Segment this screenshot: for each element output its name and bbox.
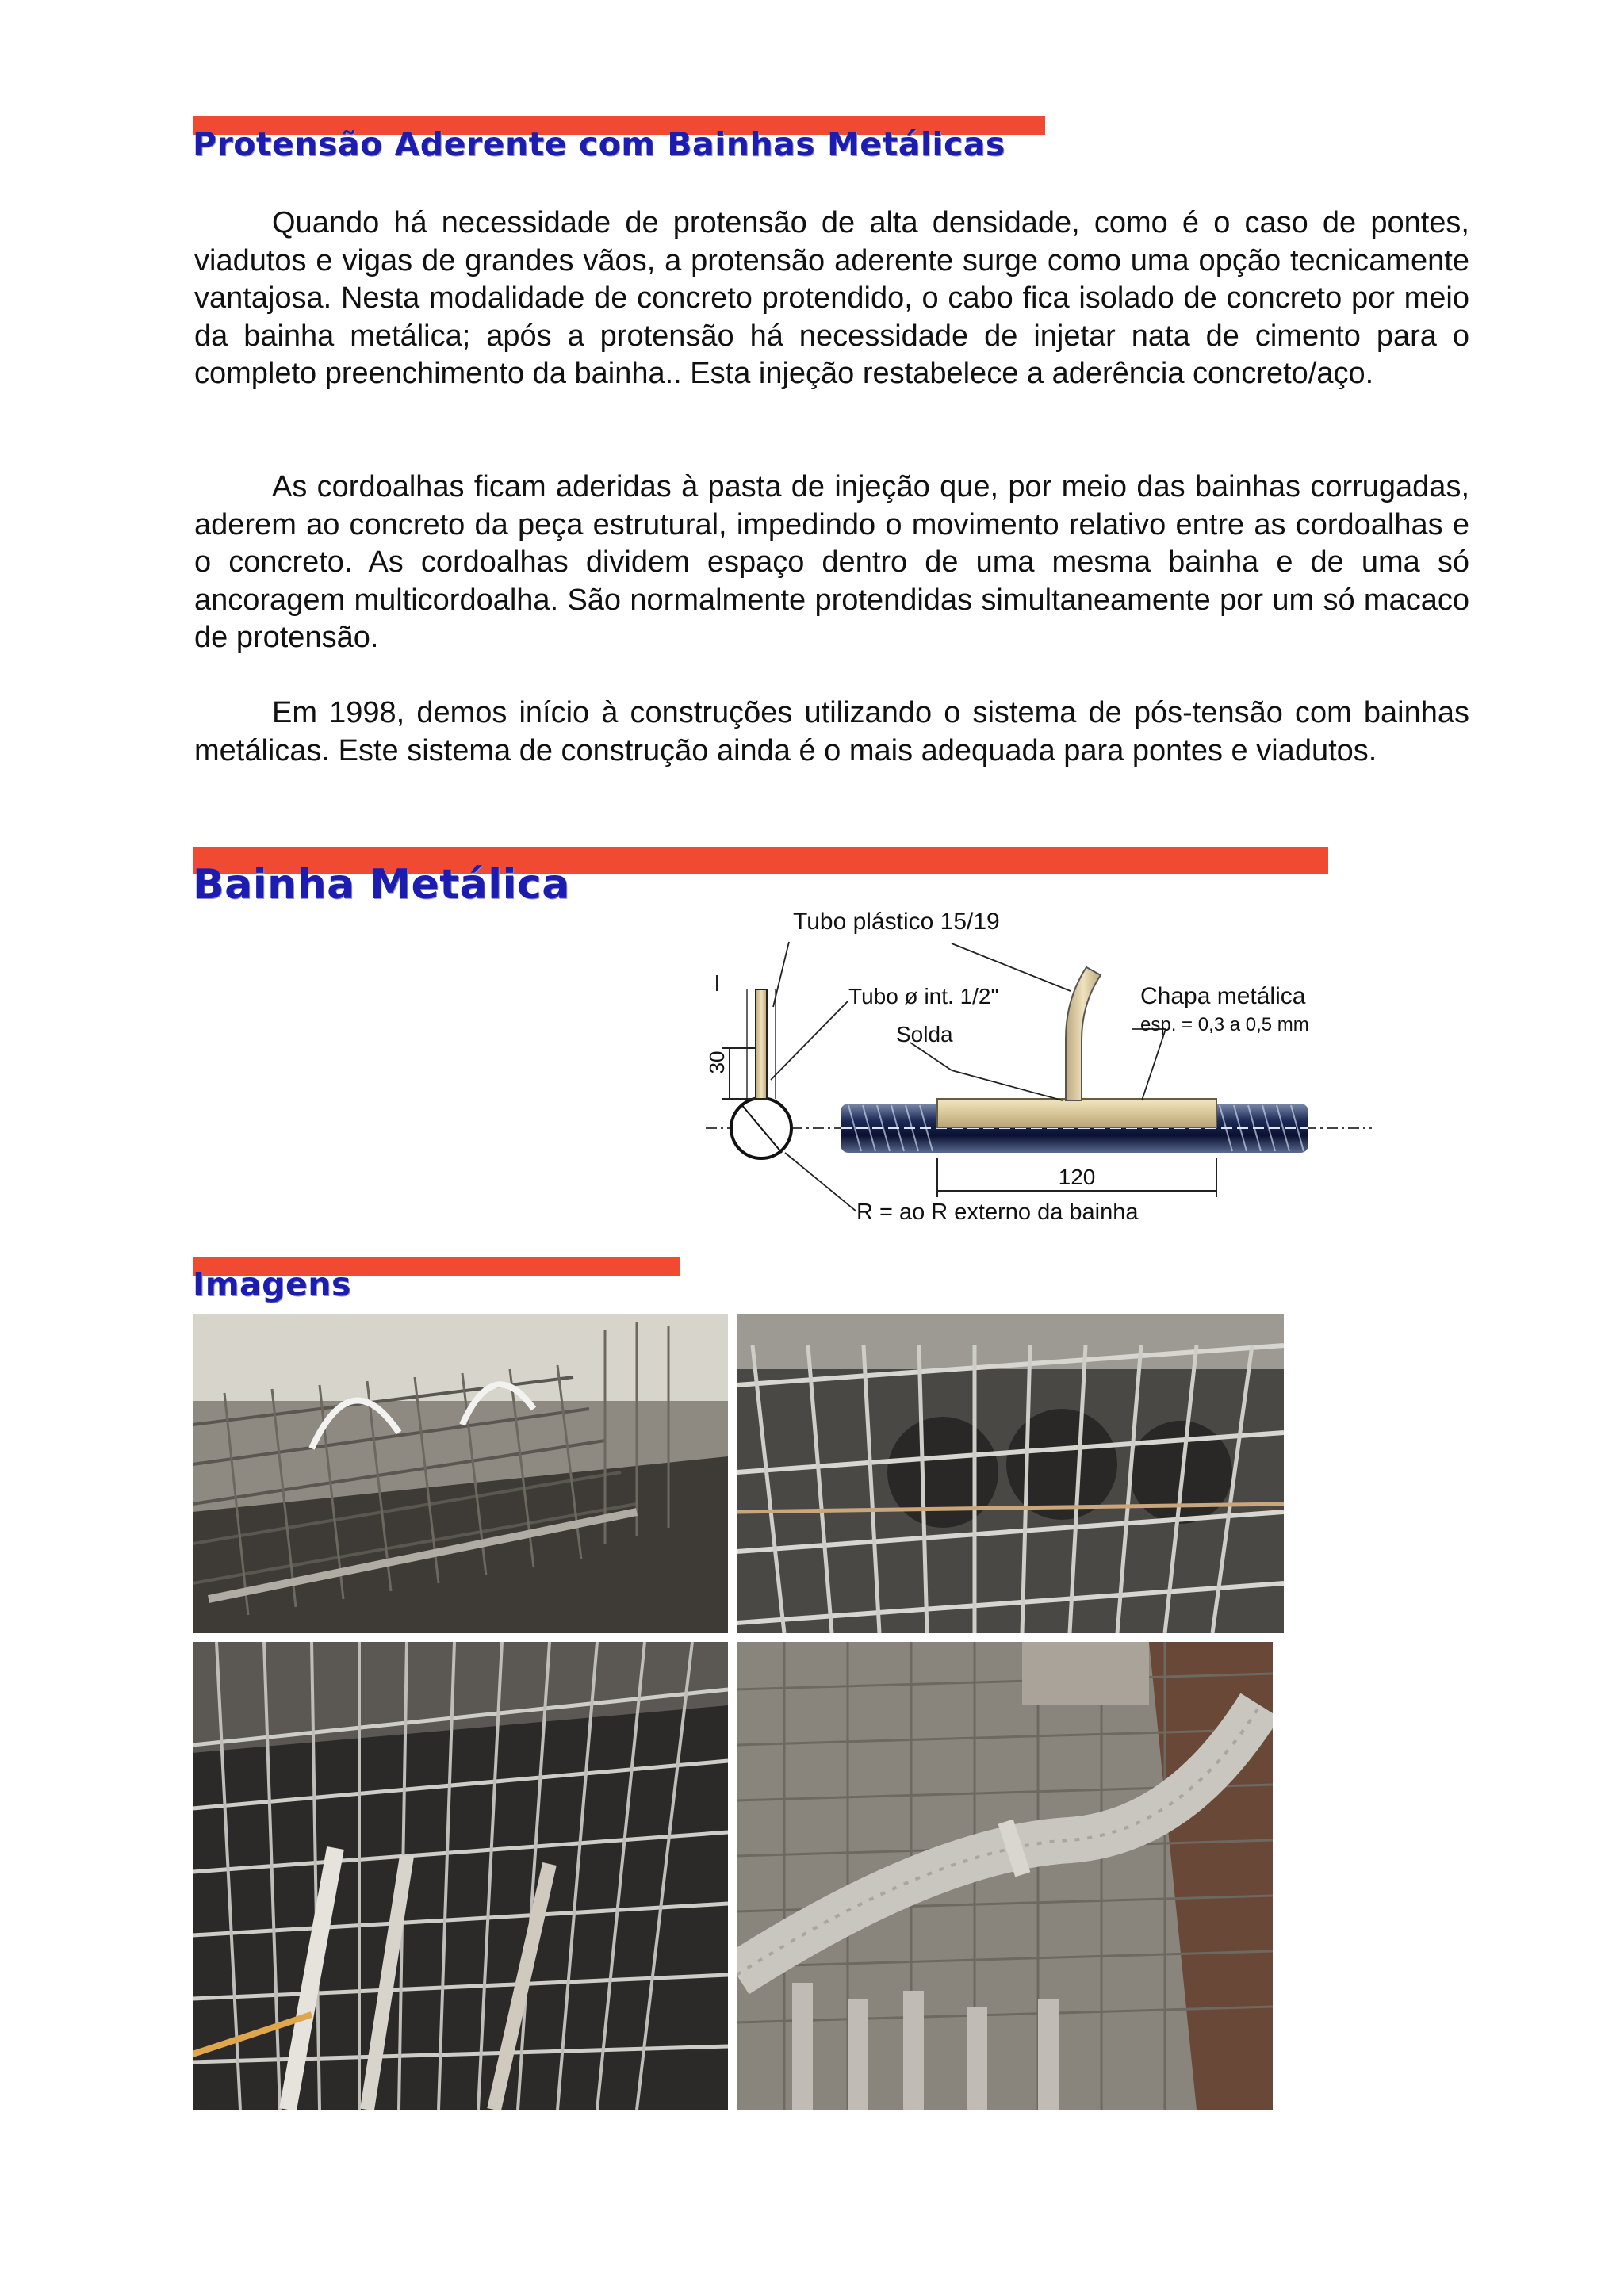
vent-tube [1066,967,1101,1100]
photo-rebar-cage-tubes [193,1314,728,1633]
paragraph-1: Quando há necessidade de protensão de alta densidade, como é o caso de pontes, viadutos e vigas de grandes vãos, a protensão aderente surge como uma opção tecnicamente vantajosa. Nesta modalidade de concreto protendido, o cabo fica isolado de concreto por meio da bainha metálica; após a protensão há necessidade de injetar nata de cimento para o completo preenchimento da bainha.. Esta injeção restabelece a aderência concreto/aço. [194,206,1469,391]
photo-cage-sheaths [737,1314,1284,1633]
photo-dense-rebar [193,1642,728,2110]
heading-title: Bainha Metálica [193,861,570,909]
bainha-metalica-diagram [698,896,1380,1237]
paragraph-3: Em 1998, demos início à construções utilizando o sistema de pós-tensão com bainhas metálicas. Este sistema de construção ainda é o mais adequada para pontes e viadutos. [194,696,1469,767]
section-heading-imagens [193,1257,680,1305]
dimension-120-label: 120 [1058,1165,1096,1189]
label-chapa-metalica: Chapa metálica [1140,983,1306,1009]
paragraph-2: As cordoalhas ficam aderidas à pasta de injeção que, por meio das bainhas corrugadas, aderem ao concreto da peça estrutural, impedindo o movimento relativo entre as cordoalhas e o concreto. As cordoalhas dividem espaço dentro de uma mesma bainha e de uma só ancoragem multicordoalha. São normalmente protendidas simultaneamente por um só macaco de protensão. [194,470,1469,655]
metal-sleeve [937,1099,1216,1127]
section-tube [756,989,767,1099]
label-espessura: esp. = 0,3 a 0,5 mm [1140,1014,1309,1035]
heading-title: Imagens [193,1265,351,1303]
dimension-30-label: 30 [705,1050,729,1074]
photo-grout-hose [737,1642,1273,2110]
label-solda: Solda [896,1022,953,1047]
label-tubo-int: Tubo ø int. 1/2" [848,984,999,1008]
section-heading-protensao [193,116,1045,163]
label-raio: R = ao R externo da bainha [856,1200,1139,1225]
label-tubo-plastico: Tubo plástico 15/19 [793,909,1000,935]
heading-title: Protensão Aderente com Bainhas Metálicas [193,125,1005,163]
